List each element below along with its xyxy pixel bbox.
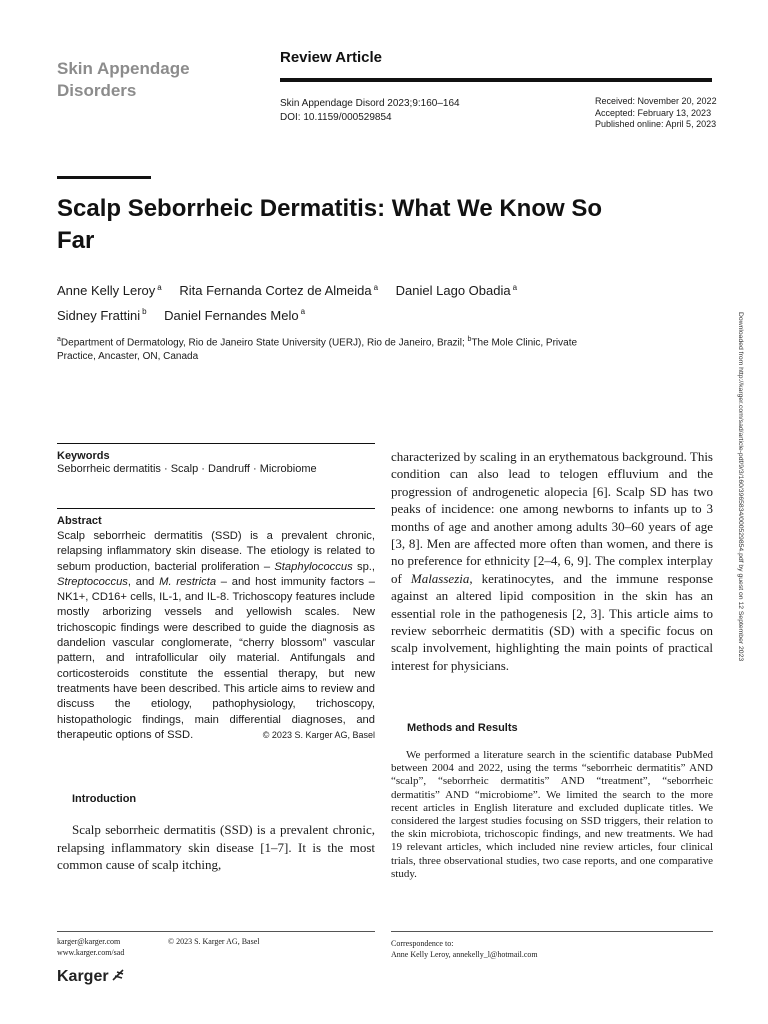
citation-doi[interactable]: DOI: 10.1159/000529854 xyxy=(280,112,392,123)
methods-heading: Methods and Results xyxy=(407,722,518,734)
affiliations: $^a$Department of Dermatology, Rio de Janeiro State University (UERJ), Rio de Janeiro, Brazil; $^b$The Mole Clinic, Private Practice, Ancaster, ON, Canada xyxy=(57,336,578,363)
keywords-section xyxy=(57,450,375,477)
download-note: Downloaded from http://karger.com/sad/article-pdf/9/3/160/3965834/000529854.pdf by guest on 12 September 2023 xyxy=(737,312,744,662)
footer-email[interactable]: karger@karger.com xyxy=(57,937,121,946)
author[interactable]: Anne Kelly Leroy $^a$ xyxy=(57,283,162,299)
keywords-text: Seborrheic dermatitis · Scalp · Dandruff · Microbiome xyxy=(57,463,317,475)
keywords-rule xyxy=(57,443,375,444)
correspondence-label: Correspondence to: xyxy=(391,939,454,948)
date-accepted: Accepted: February 13, 2023 xyxy=(595,107,712,118)
author[interactable]: Daniel Fernandes Melo $^a$ xyxy=(164,307,306,323)
footer-website[interactable]: www.karger.com/sad xyxy=(57,947,125,957)
publisher-logo xyxy=(57,967,126,986)
introduction-text: Scalp seborrheic dermatitis (SSD) is a prevalent chronic, relapsing inflammatory skin disease [1–7]. It is the most common cause of scalp itching, xyxy=(57,822,375,872)
title-rule xyxy=(57,176,151,179)
author[interactable]: Rita Fernanda Cortez de Almeida $^a$ xyxy=(179,283,379,299)
introduction-continued: characterized by scaling in an erythematous background. This condition can also lead to telogen effluvium and the progression of androgenetic alopecia [6]. Scalp SD has two peaks of incidence: one among newborns to infants up to 3 months of age and another among adults 30–60 years of age [3, 8]. Men are affected more often than women, and there is no preference for ethnicity [2–4, 6, 9]. The complex interplay of Malassezia, keratinocytes, and the immune response against an altered lipid composition in the skin has an essential role in the pathogenesis [2, 3]. This article aims to review seborrheic dermatitis (SD) with a specific focus on scalp involvement, highlighting the main points of practical interest for physicians. xyxy=(391,449,713,673)
footer-contact xyxy=(57,937,124,958)
journal-name-line1: Skin Appendage xyxy=(57,59,190,78)
citation-journal: Skin Appendage Disord 2023;9:160–164 xyxy=(280,98,460,109)
footer-rule-left xyxy=(57,931,375,932)
author[interactable]: Sidney Frattini $^b$ xyxy=(57,307,147,323)
journal-name xyxy=(57,58,237,102)
introduction-heading: Introduction xyxy=(72,793,137,805)
header-rule xyxy=(280,78,712,82)
correspondence-text[interactable]: Anne Kelly Leroy, annekelly_l@hotmail.com xyxy=(391,949,538,959)
karger-mark-icon xyxy=(110,967,126,983)
author-list xyxy=(57,277,657,326)
author[interactable]: Daniel Lago Obadia $^a$ xyxy=(395,283,518,299)
abstract-text: Scalp seborrheic dermatitis (SSD) is a prevalent chronic, relapsing inflammatory skin disease. The etiology is related to sebum production, bacterial proliferation – Staphylococcus sp., Streptococcus, and M. restricta – and host immunity factors – NK1+, CD16+ cells, IL-1, and IL-8. Trichoscopy features include mostly arborizing vessels and yellowish scales. New trichoscopic findings were described to guide the diagnosis as dandelion vascular conglomerate, “cherry blossom” vascular pattern, and intrafollicular oily material. Antifungals and corticosteroids constitute the essential therapy, but new treatments have been described. This article aims to review and discuss the etiology, pathophysiology, trichoscopy, histopathologic findings, main differential diagnoses, and therapeutic options of SSD. © 2023 S. Karger AG, Basel xyxy=(57,529,375,743)
correspondence xyxy=(391,939,538,960)
date-received: Received: November 20, 2022 xyxy=(595,96,717,106)
abstract-section xyxy=(57,514,375,743)
keywords-heading: Keywords xyxy=(57,450,110,462)
abstract-copyright: © 2023 S. Karger AG, Basel xyxy=(262,729,375,740)
methods-text: We performed a literature search in the scientific database PubMed between 2004 and 2022, using the terms “seborrheic dermatitis” AND “scalp”, “seborrheic dermatitis” AND “treatment”, “seborrheic dermatitis” AND “microbiome”. We limited the search to the more recent articles in English literature and excluded duplicate titles. We considered the largest studies focusing on SSD triggers, their relation to the skin microbiota, trichoscopic findings, and new treatments. We had 19 relevant articles, which included nine review articles, four clinical trials, three observational studies, two case reports, and one comparative study. xyxy=(391,749,713,880)
footer-copyright: © 2023 S. Karger AG, Basel xyxy=(168,937,260,946)
journal-name-line2: Disorders xyxy=(57,81,137,100)
article-dates xyxy=(595,96,717,131)
abstract-heading: Abstract xyxy=(57,515,102,527)
footer-rule-right xyxy=(391,931,713,932)
publisher-logo-text: Karger xyxy=(57,968,109,985)
article-title: Scalp Seborrheic Dermatitis: What We Know So Far xyxy=(57,195,602,254)
date-published: Published online: April 5, 2023 xyxy=(595,119,717,129)
article-type: Review Article xyxy=(280,49,382,66)
citation xyxy=(280,97,460,125)
abstract-rule xyxy=(57,508,375,509)
